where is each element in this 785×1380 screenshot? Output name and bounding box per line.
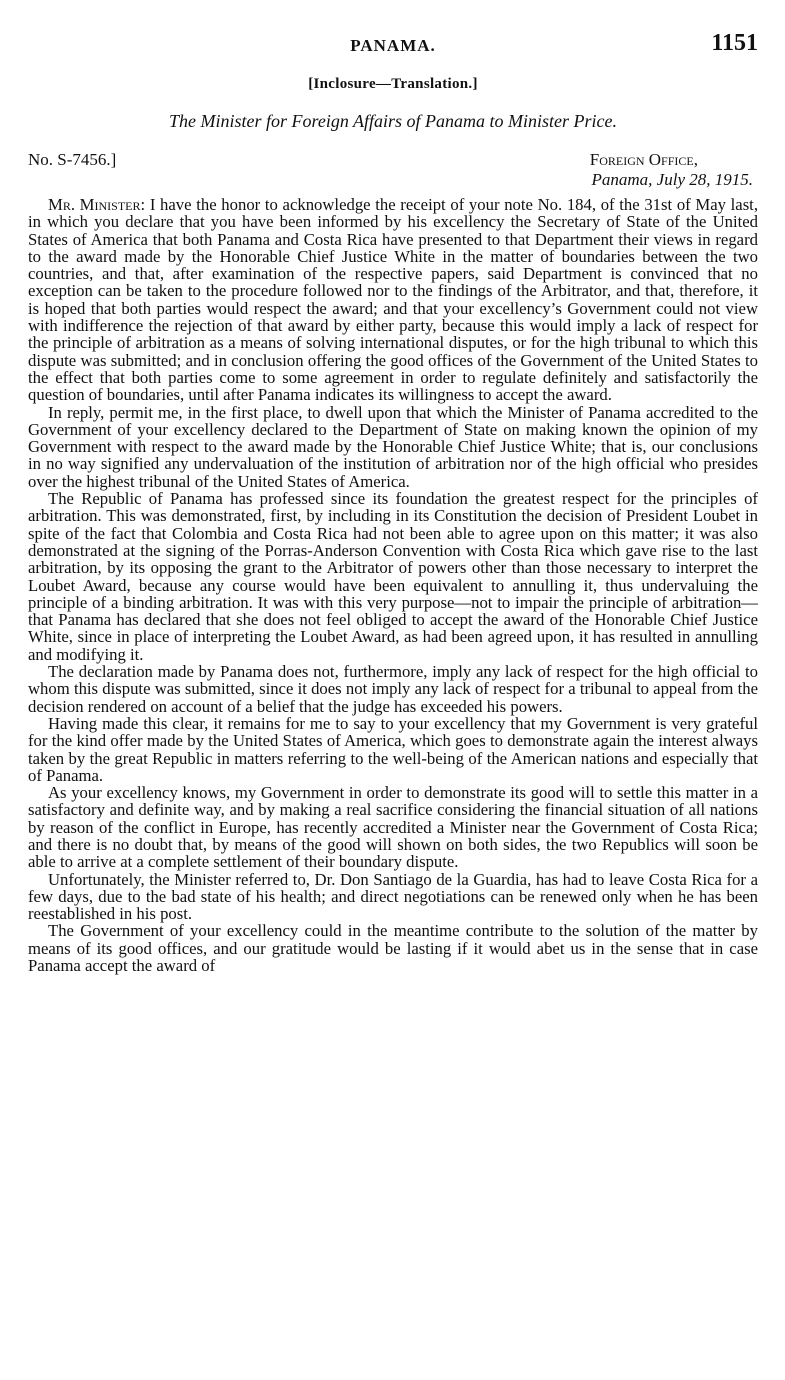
document-title: The Minister for Foreign Affairs of Panama to Minister Price.: [169, 111, 617, 131]
paragraph-4: The declaration made by Panama does not, furthermore, imply any lack of respect for the high official to whom this dispute was submitted, since it does not imply any lack of respect for a tribunal to appeal from the decision rendered on account of a belief that the judge has exceeded his powers.: [28, 662, 758, 716]
paragraph-8: The Government of your excellency could in the meantime contribute to the solution of the matter by means of its good offices, and our gratitude would be lasting if it would abet us in the sense that in case Panama accept the award of: [28, 921, 758, 976]
salutation: Mr. Minister:: [48, 195, 146, 214]
dateline: [28, 148, 758, 192]
document-number: No. S-7456.]: [28, 150, 117, 169]
paragraph-2: In reply, permit me, in the first place, to dwell upon that which the Minister of Panama accredited to the Government of your excellency declared to the Department of State on making known the opinion of my Government with respect to the award made by the Honorable Chief Justice White; that is, our conclusions in no way signified any undervaluation of the institution of arbitration nor of the high official who presides over the highest tribunal of the United States of America.: [28, 402, 758, 491]
running-head: [28, 28, 758, 62]
inclosure-note: [Inclosure—Translation.]: [308, 76, 478, 92]
letter-body: [28, 196, 758, 974]
paragraph-3: The Republic of Panama has professed since its foundation the greatest respect for the principles of arbitration. This was demonstrated, first, by including in its Constitution the decision of President Loubet in spite of the fact that Colombia and Costa Rica had not been able to agree upon on this matter; it was also demonstrated at the signing of the Porras-Anderson Convention with Costa Rica which gave rise to the last arbitration, by its opposing the grant to the Arbitrator of powers other than those necessary to interpret the Loubet Award, because any course would have been equivalent to annulling it, thus undervaluing the principle of a binding arbitration. It was with this very purpose—not to impair the principle of arbitration—that Panama has declared that she does not feel obliged to accept the award of the Honorable Chief Justice White, since in place of interpreting the Loubet Award, as had been agreed upon, it has resulted in annulling and modifying it.: [28, 489, 758, 664]
page-number: 1151: [711, 30, 758, 56]
place-date: Panama, July 28, 1915.: [591, 170, 753, 189]
paragraph-6: As your excellency knows, my Government in order to demonstrate its good will to settle this matter in a satisfactory and definite way, and by making a real sacrifice considering the financial situation of all nations by reason of the conflict in Europe, has recently accredited a Minister near the Government of Costa Rica; and there is no doubt that, by means of the good will shown on both sides, the two Republics will soon be able to arrive at a complete settlement of their boundary dispute.: [28, 783, 758, 872]
document-page: [28, 28, 758, 974]
office-name: Foreign Office,: [589, 150, 698, 169]
paragraph-7: Unfortunately, the Minister referred to, Dr. Don Santiago de la Guardia, has had to leave Costa Rica for a few days, due to the bad state of his health; and direct negotiations can be renewed only when he has been reestablished in his post.: [28, 869, 758, 924]
paragraph-1-text: I have the honor to acknowledge the receipt of your note No. 184, of the 31st of May last, in which you declare that you have been informed by his excellency the Secretary of State of the United States of America that both Panama and Costa Rica have presented to that Department their views in regard to the award made by the Honorable Chief Justice White in the matter of boundaries between the two countries, and that, after examination of the respective papers, said Department is convinced that no exception can be taken to the procedure followed nor to the findings of the Arbitrator, and that, therefore, it is hoped that both parties would respect the award; and that your excellency’s Government could not view with indifference the rejection of that award by either party, because this would imply a lack of respect for the principle of arbitration as a means of solving international disputes, or for the high tribunal to which this dispute was submitted; and in conclusion offering the good offices of the Government of the United States to the effect that both parties come to some agreement in order to regulate definitely and satisfactorily the question of boundaries, until after Panama indicates its willingness to accept the award.: [28, 195, 758, 405]
running-title: PANAMA.: [350, 36, 436, 55]
paragraph-1: [28, 196, 758, 404]
paragraph-5: Having made this clear, it remains for me to say to your excellency that my Government is very grateful for the kind offer made by the United States of America, which goes to demonstrate again the interest always taken by the great Republic in matters referring to the well-being of the American nations and especially that of Panama.: [28, 713, 758, 785]
